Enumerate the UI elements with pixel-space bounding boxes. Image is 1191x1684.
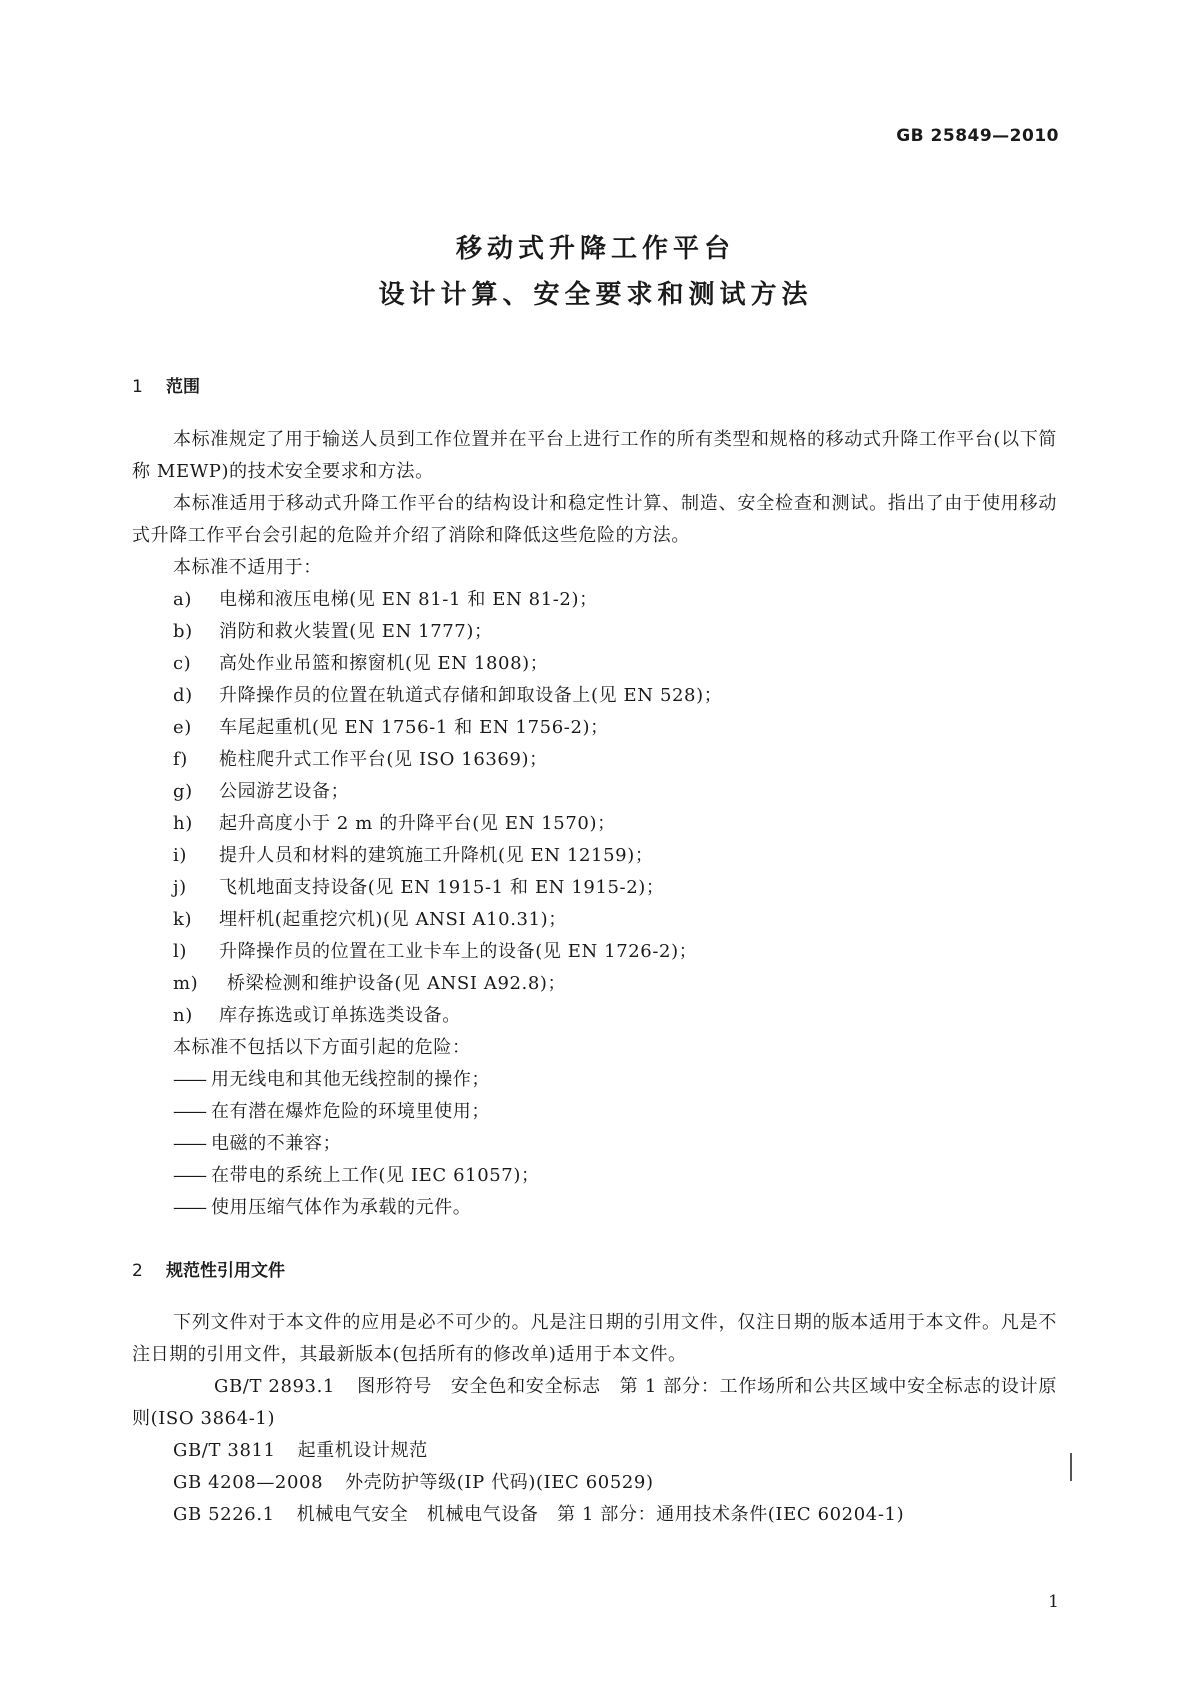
list-item: [132, 680, 1057, 712]
list-item-label: d): [173, 685, 193, 706]
reference-code: GB/T 3811: [173, 1440, 276, 1461]
list-intro: 本标准不适用于：: [173, 557, 322, 578]
standard-number: GB 25849—2010: [896, 126, 1059, 146]
list-item: [132, 1000, 1057, 1032]
list-item-text: 桅柱爬升式工作平台(见 ISO 16369)；: [219, 749, 548, 770]
reference-title: 机械电气安全 机械电气设备 第 1 部分：通用技术条件(IEC 60204-1): [296, 1504, 905, 1525]
reference-entry: [132, 1371, 1057, 1435]
dash-list-item: [132, 1192, 1057, 1224]
document-title-line-1: 移动式升降工作平台: [455, 234, 735, 264]
dash-list-item: [132, 1096, 1057, 1128]
list-item-label: h): [173, 813, 193, 834]
list-item-label: l): [173, 941, 187, 962]
section-2-heading: [132, 1256, 285, 1281]
dash-marker: ——: [173, 1197, 205, 1218]
section-title: 范围: [166, 377, 200, 397]
reference-entry: [132, 1499, 1057, 1531]
list-item: [132, 584, 1057, 616]
list-item-text: 升降操作员的位置在工业卡车上的设备(见 EN 1726-2)；: [219, 941, 698, 962]
list-item: [132, 872, 1057, 904]
list-item: [132, 712, 1057, 744]
list-item-text: 车尾起重机(见 EN 1756-1 和 EN 1756-2)；: [219, 717, 609, 738]
dash-list-text: 在有潜在爆炸危险的环境里使用；: [211, 1101, 490, 1122]
revision-margin-bar: [1070, 1453, 1072, 1481]
list-item-text: 升降操作员的位置在轨道式存储和卸取设备上(见 EN 528)；: [219, 685, 723, 706]
list-item: [132, 648, 1057, 680]
list-item-text: 高处作业吊篮和擦窗机(见 EN 1808)；: [219, 653, 549, 674]
list-item-text: 电梯和液压电梯(见 EN 81-1 和 EN 81-2)；: [219, 589, 598, 610]
reference-entry: [132, 1435, 1057, 1467]
page-number: 1: [1048, 1592, 1059, 1612]
list-item-label: k): [173, 909, 193, 930]
reference-code: GB 5226.1: [173, 1504, 275, 1525]
reference-code: GB 4208—2008: [173, 1472, 324, 1493]
list-item-text: 桥梁检测和维护设备(见 ANSI A92.8)；: [227, 973, 567, 994]
section-number: 2: [132, 1261, 143, 1281]
paragraph: 本标准规定了用于输送人员到工作位置并在平台上进行工作的所有类型和规格的移动式升降工作平台(以下简称 MEWP)的技术安全要求和方法。: [132, 429, 1057, 482]
list-item-label: j): [173, 877, 187, 898]
list-item: [132, 904, 1057, 936]
dash-list-text: 用无线电和其他无线控制的操作；: [211, 1069, 490, 1090]
dash-list-text: 使用压缩气体作为承载的元件。: [211, 1197, 472, 1218]
list-item-label: m): [173, 973, 199, 994]
list-item-text: 起升高度小于 2 m 的升降平台(见 EN 1570)；: [219, 813, 616, 834]
list-item-label: n): [173, 1005, 193, 1026]
list-item-label: a): [173, 589, 192, 610]
section-1-body: [132, 424, 1057, 1224]
reference-title: 图形符号 安全色和安全标志 第 1 部分：工作场所和公共区域中安全标志的设计原则(ISO 3864-1): [132, 1376, 1057, 1429]
document-title-line-2: 设计计算、安全要求和测试方法: [378, 280, 813, 310]
section-number: 1: [132, 377, 143, 397]
section-1-heading: [132, 372, 200, 397]
list-item-text: 消防和救火装置(见 EN 1777)；: [219, 621, 493, 642]
dash-marker: ——: [173, 1133, 205, 1154]
list-item-label: c): [173, 653, 192, 674]
reference-title: 起重机设计规范: [297, 1440, 428, 1461]
list-item-label: b): [173, 621, 193, 642]
list-item-text: 公园游艺设备；: [219, 781, 350, 802]
list-item-text: 埋杆机(起重挖穴机)(见 ANSI A10.31)；: [219, 909, 567, 930]
reference-entry: [132, 1467, 1057, 1499]
list-item-text: 飞机地面支持设备(见 EN 1915-1 和 EN 1915-2)；: [219, 877, 665, 898]
dash-list-text: 在带电的系统上工作(见 IEC 61057)；: [211, 1165, 540, 1186]
reference-code: GB/T 2893.1: [214, 1376, 335, 1397]
dash-list-text: 电磁的不兼容；: [211, 1133, 342, 1154]
dash-list-item: [132, 1160, 1057, 1192]
list-item: [132, 808, 1057, 840]
list-item-label: f): [173, 749, 188, 770]
dash-list-item: [132, 1128, 1057, 1160]
list-item: [132, 840, 1057, 872]
reference-title: 外壳防护等级(IP 代码)(IEC 60529): [345, 1472, 654, 1493]
dash-marker: ——: [173, 1101, 205, 1122]
section-title: 规范性引用文件: [166, 1261, 285, 1281]
paragraph: 本标准适用于移动式升降工作平台的结构设计和稳定性计算、制造、安全检查和测试。指出了由于使用移动式升降工作平台会引起的危险并介绍了消除和降低这些危险的方法。: [132, 493, 1057, 546]
list-intro: 本标准不包括以下方面引起的危险：: [173, 1037, 471, 1058]
list-item-text: 提升人员和材料的建筑施工升降机(见 EN 12159)；: [219, 845, 654, 866]
list-item: [132, 936, 1057, 968]
list-item-label: i): [173, 845, 187, 866]
dash-list-item: [132, 1064, 1057, 1096]
list-item: [132, 744, 1057, 776]
list-item-label: e): [173, 717, 192, 738]
list-item-label: g): [173, 781, 193, 802]
section-2-body: [132, 1307, 1057, 1531]
paragraph: 下列文件对于本文件的应用是必不可少的。凡是注日期的引用文件，仅注日期的版本适用于本文件。凡是不注日期的引用文件，其最新版本(包括所有的修改单)适用于本文件。: [132, 1312, 1057, 1365]
list-item: [132, 776, 1057, 808]
dash-marker: ——: [173, 1069, 205, 1090]
list-item: [132, 616, 1057, 648]
list-item: [132, 968, 1057, 1000]
list-item-text: 库存拣选或订单拣选类设备。: [219, 1005, 461, 1026]
dash-marker: ——: [173, 1165, 205, 1186]
